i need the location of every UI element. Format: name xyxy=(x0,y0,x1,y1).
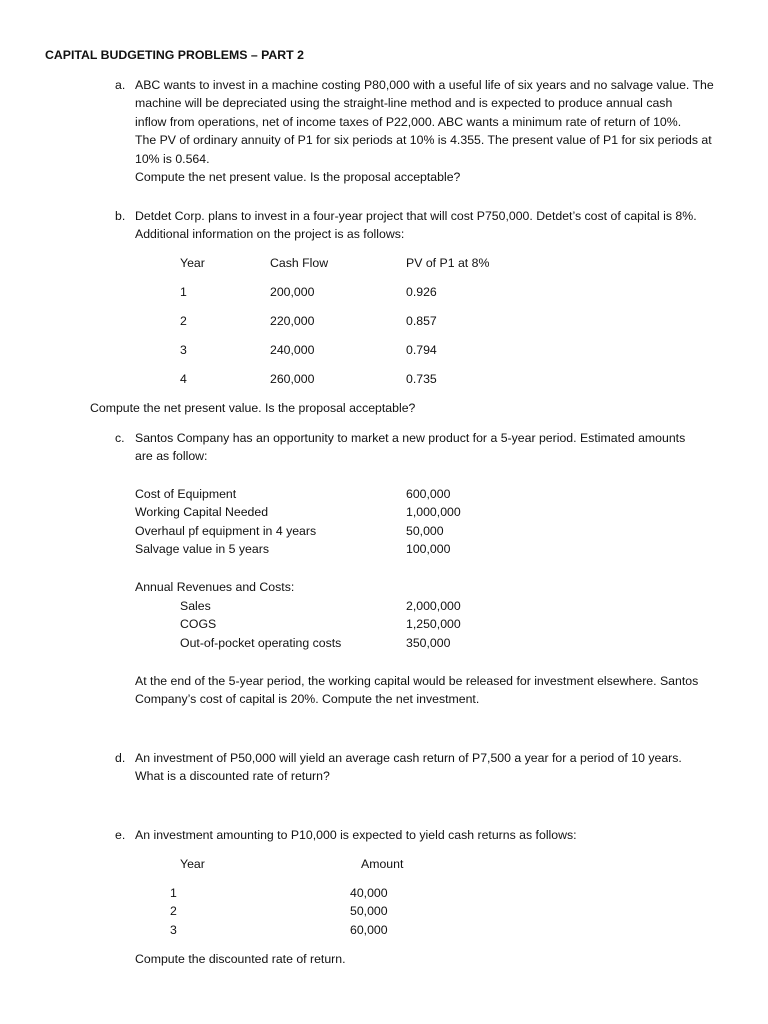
table-header-year: Year xyxy=(180,256,205,270)
table-cell-cash-flow: 220,000 xyxy=(270,314,315,328)
table-cell-cash-flow: 260,000 xyxy=(270,372,315,386)
table-cell-pv-factor: 0.926 xyxy=(406,285,437,299)
table-cell-pv-factor: 0.735 xyxy=(406,372,437,386)
table-cell-amount: 60,000 xyxy=(350,923,388,937)
item-label: Salvage value in 5 years xyxy=(135,542,269,556)
table-header-year: Year xyxy=(180,857,205,871)
item-value: 2,000,000 xyxy=(406,599,461,613)
problem-c-marker: c. xyxy=(115,431,125,445)
table-cell-cash-flow: 200,000 xyxy=(270,285,315,299)
table-header-amount: Amount xyxy=(361,857,404,871)
problem-a-line: machine will be depreciated using the straight-line method and is expected to produce annual cash xyxy=(135,96,673,110)
table-cell-amount: 50,000 xyxy=(350,904,388,918)
problem-c-line: Company’s cost of capital is 20%. Compute the net investment. xyxy=(135,692,480,706)
item-label: Overhaul pf equipment in 4 years xyxy=(135,524,317,538)
annual-heading: Annual Revenues and Costs: xyxy=(135,580,295,594)
table-cell-pv-factor: 0.857 xyxy=(406,314,437,328)
table-cell-year: 3 xyxy=(170,923,177,937)
problem-a-line: ABC wants to invest in a machine costing P80,000 with a useful life of six years and no salvage value. The xyxy=(135,78,714,92)
table-cell-cash-flow: 240,000 xyxy=(270,343,315,357)
problem-c-line: are as follow: xyxy=(135,449,208,463)
item-label: Cost of Equipment xyxy=(135,487,237,501)
item-label: Sales xyxy=(180,599,211,613)
problem-d-line: What is a discounted rate of return? xyxy=(135,769,330,783)
table-cell-year: 1 xyxy=(170,886,177,900)
problem-a-marker: a. xyxy=(115,78,126,92)
problem-b-marker: b. xyxy=(115,209,126,223)
problem-d-marker: d. xyxy=(115,751,126,765)
table-cell-year: 4 xyxy=(180,372,187,386)
item-value: 1,250,000 xyxy=(406,617,461,631)
item-value: 100,000 xyxy=(406,542,451,556)
problem-b-line: Detdet Corp. plans to invest in a four-year project that will cost P750,000. Detdet’s cost of capital is 8%. xyxy=(135,209,697,223)
table-header-pv-factor: PV of P1 at 8% xyxy=(406,256,490,270)
item-value: 1,000,000 xyxy=(406,505,461,519)
table-cell-amount: 40,000 xyxy=(350,886,388,900)
problem-e-question: Compute the discounted rate of return. xyxy=(135,952,346,966)
problem-c-line: Santos Company has an opportunity to market a new product for a 5-year period. Estimated amounts xyxy=(135,431,686,445)
table-cell-year: 1 xyxy=(180,285,187,299)
table-cell-year: 2 xyxy=(170,904,177,918)
item-label: Out-of-pocket operating costs xyxy=(180,636,342,650)
page-title: CAPITAL BUDGETING PROBLEMS – PART 2 xyxy=(45,48,304,62)
table-cell-year: 2 xyxy=(180,314,187,328)
item-value: 600,000 xyxy=(406,487,451,501)
problem-c-line: At the end of the 5-year period, the working capital would be released for investment elsewhere. Santos xyxy=(135,674,699,688)
problem-a-line: inflow from operations, net of income taxes of P22,000. ABC wants a minimum rate of return of 10%. xyxy=(135,115,682,129)
problem-e-line: An investment amounting to P10,000 is expected to yield cash returns as follows: xyxy=(135,828,577,842)
item-value: 50,000 xyxy=(406,524,444,538)
table-header-cash-flow: Cash Flow xyxy=(270,256,329,270)
table-cell-year: 3 xyxy=(180,343,187,357)
item-label: Working Capital Needed xyxy=(135,505,269,519)
problem-e-marker: e. xyxy=(115,828,126,842)
item-label: COGS xyxy=(180,617,217,631)
item-value: 350,000 xyxy=(406,636,451,650)
problem-b-line: Additional information on the project is as follows: xyxy=(135,227,405,241)
problem-a-question: Compute the net present value. Is the proposal acceptable? xyxy=(135,170,461,184)
table-cell-pv-factor: 0.794 xyxy=(406,343,437,357)
problem-a-line: 10% is 0.564. xyxy=(135,152,210,166)
problem-a-line: The PV of ordinary annuity of P1 for six periods at 10% is 4.355. The present value of P1 for six periods at xyxy=(135,133,712,147)
problem-d-line: An investment of P50,000 will yield an average cash return of P7,500 a year for a period of 10 years. xyxy=(135,751,682,765)
problem-b-question: Compute the net present value. Is the proposal acceptable? xyxy=(90,401,416,415)
